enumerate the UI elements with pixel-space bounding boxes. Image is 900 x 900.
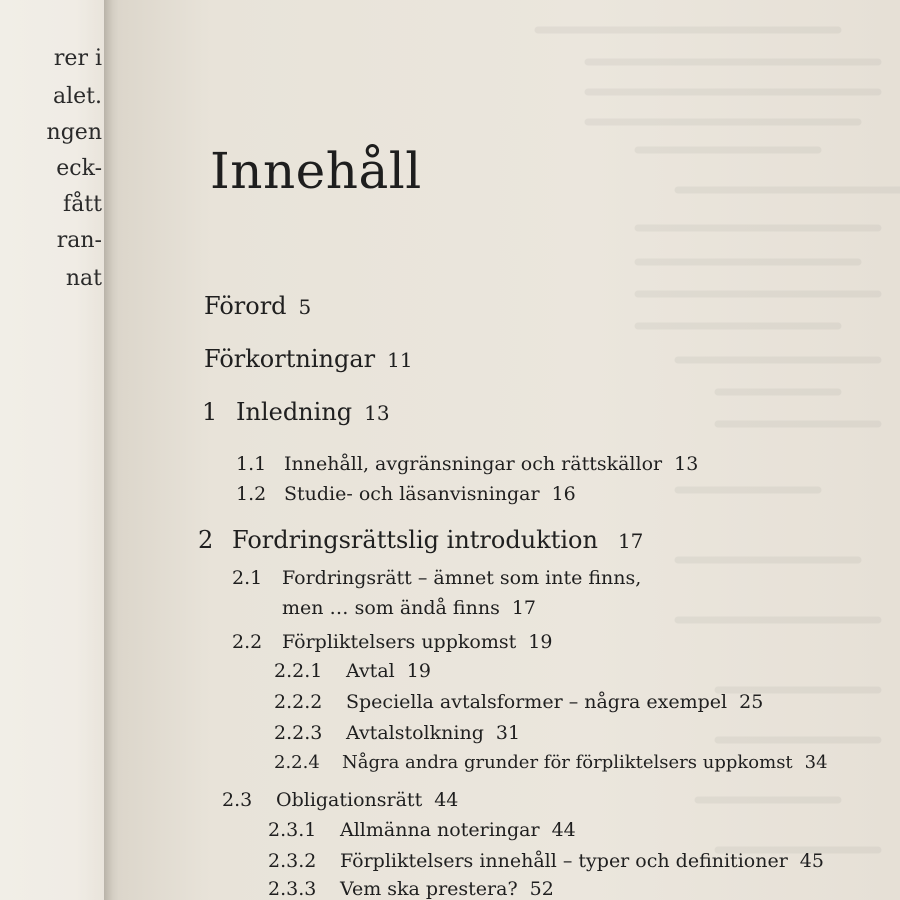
toc-entry-section-2-2-4	[274, 752, 828, 773]
page-fragment: rer i	[53, 46, 102, 71]
toc-number: 1	[202, 398, 218, 426]
toc-page-number: 13	[364, 401, 390, 425]
toc-entry-section-2-2	[232, 631, 552, 653]
toc-page-number: 45	[799, 850, 824, 872]
toc-number: 2.2	[232, 631, 263, 653]
toc-label: men … som ändå finns	[282, 597, 500, 619]
toc-entry-section-2-2-2	[274, 691, 763, 713]
toc-number: 2.2.4	[274, 752, 320, 773]
toc-entry-section-1-2	[236, 483, 576, 505]
toc-entry-section-2-2-1	[274, 660, 431, 682]
page-title: Innehåll	[210, 141, 422, 200]
toc-entry-chapter-1	[202, 398, 390, 426]
previous-page	[0, 0, 108, 900]
toc-label: Inledning	[236, 398, 353, 426]
toc-label: Förpliktelsers uppkomst	[282, 631, 517, 653]
toc-page-number: 52	[529, 878, 554, 900]
toc-entry-section-2-2-3	[274, 722, 520, 744]
toc-page-number: 19	[528, 631, 553, 653]
toc-label: Speciella avtalsformer – några exempel	[346, 691, 728, 713]
toc-entry-section-2-3	[222, 789, 458, 811]
toc-entry-section-1-1	[236, 453, 698, 475]
toc-number: 1.2	[236, 483, 267, 505]
toc-label: Förpliktelsers innehåll – typer och definitioner	[340, 850, 788, 872]
toc-entry-section-2-3-3	[268, 878, 554, 900]
toc-number: 2.2.2	[274, 691, 323, 713]
toc-page-number: 17	[617, 529, 644, 553]
toc-page-number: 25	[739, 691, 764, 713]
toc-number: 2	[198, 526, 214, 554]
toc-number: 2.2.1	[274, 660, 323, 682]
contents-page	[118, 0, 900, 900]
toc-page-number: 31	[495, 722, 521, 744]
toc-label: Avtal	[346, 660, 395, 682]
toc-entry-section-2-3-1	[268, 819, 576, 841]
toc-page-number: 5	[298, 295, 312, 319]
toc-entry-section-2-1-continued	[282, 597, 536, 619]
toc-label: Fordringsrättslig introduktion	[232, 526, 598, 554]
toc-entry-forkortningar	[204, 345, 413, 373]
toc-page-number: 11	[387, 348, 413, 372]
toc-page-number: 16	[551, 483, 576, 505]
toc-page-number: 44	[434, 789, 459, 811]
toc-page-number: 44	[551, 819, 576, 841]
toc-number: 2.1	[232, 567, 263, 589]
toc-label: Avtalstolkning	[346, 722, 484, 744]
toc-page-number: 17	[511, 597, 537, 619]
page-fragment: fått	[63, 192, 102, 217]
toc-number: 2.3.3	[268, 878, 317, 900]
toc-entry-chapter-2	[198, 526, 643, 554]
toc-label: Några andra grunder för förpliktelsers uppkomst	[342, 752, 793, 773]
toc-label: Allmänna noteringar	[340, 819, 540, 841]
toc-page-number: 34	[804, 752, 828, 773]
toc-number: 2.3.1	[268, 819, 317, 841]
toc-label: Studie- och läsanvisningar	[284, 483, 540, 505]
toc-page-number: 13	[674, 453, 699, 475]
toc-entry-forord	[204, 292, 311, 320]
toc-label: Vem ska prestera?	[340, 878, 518, 900]
toc-number: 1.1	[236, 453, 267, 475]
page-fragment: ngen	[46, 120, 102, 145]
toc-label: Innehåll, avgränsningar och rättskällor	[284, 453, 663, 475]
page-fragment: nat	[65, 266, 102, 291]
toc-label: Obligationsrätt	[276, 789, 423, 811]
toc-page-number: 19	[406, 660, 431, 682]
toc-entry-section-2-1	[232, 567, 641, 589]
page-fragment: eck-	[56, 156, 102, 181]
toc-label: Förord	[204, 292, 287, 320]
toc-label: Förkortningar	[204, 345, 376, 373]
toc-number: 2.2.3	[274, 722, 323, 744]
toc-entry-section-2-3-2	[268, 850, 824, 872]
toc-number: 2.3.2	[268, 850, 317, 872]
toc-number: 2.3	[222, 789, 253, 811]
toc-label: Fordringsrätt – ämnet som inte finns,	[282, 567, 642, 589]
page-fragment: ran-	[56, 228, 102, 253]
page-fragment: alet.	[52, 84, 102, 109]
